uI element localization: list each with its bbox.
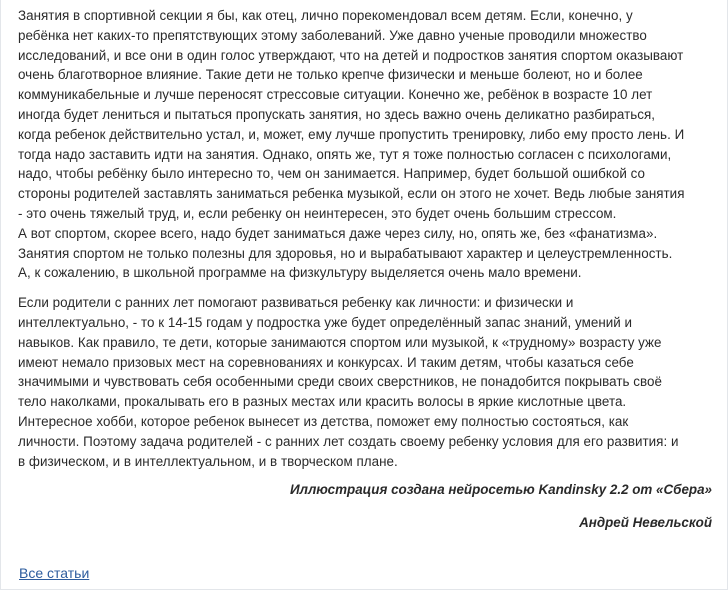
all-articles-link[interactable]: Все статьи [19,565,90,581]
article-paragraph-1: Занятия в спортивной секции я бы, как отец, лично порекомендовал всем детям. Если, конечно, у ребёнка нет каких-то препятствующих этому заболеваний. Уже давно ученые проводили множество исследований, и все они в один голос утверждают, что на детей и подростков занятия спортом оказывают очень благотворное влияние. Такие дети не только крепче физически и меньше болеют, но и более коммуникабельные и лучше переносят стрессовые ситуации. Конечно же, ребёнок в возрасте 10 лет иногда будет лениться и пытаться пропускать занятия, но здесь важно очень деликатно разбираться, когда ребенок действительно устал, и, может, ему лучше пропустить тренировку, либо ему просто лень. И тогда надо заставить идти на занятия. Однако, опять же, тут я тоже полностью согласен с психологами, надо, чтобы ребёнку было интересно то, чем он занимается. Например, будет большой ошибкой со стороны родителей заставлять заниматься ребенка музыкой, если он этого не хочет. Ведь любые занятия - это очень тяжелый труд, и, если ребенку он неинтересен, это будет очень большим стрессом. А вот спортом, скорее всего, надо будет заниматься даже через силу, но, опять же, без «фанатизма». Занятия спортом не только полезны для здоровья, но и вырабатывают характер и целеустремленность. А, к сожалению, в школьной программе на физкультуру выделяется очень мало времени. [18,8,685,281]
illustration-credit: Иллюстрация создана нейросетью Kandinsky 2.2 от «Сбера» [289,482,712,498]
article-paragraph-2: Если родители с ранних лет помогают развиваться ребенку как личности: и физически и интеллектуально, - то к 14-15 годам у подростка уже будет определённый запас знаний, умений и навыков. Как правило, те дети, которые занимаются спортом или музыкой, к «трудному» возрасту уже имеют немало призовых мест на соревнованиях и конкурсах. И таким детям, чтобы казаться себе значимыми и чувствовать себя особенными среди своих сверстников, не понадобится покрывать своё тело наколками, прокалывать его в разных местах или красить волосы в яркие кислотные цвета. Интересное хобби, которое ребенок вынесет из детства, поможет ему полностью состояться, как личности. Поэтому задача родителей - с ранних лет создать своему ребенку условия для его развития: и в физическом, и в интеллектуальном, и в творческом плане. [18,295,679,469]
article-body [18,6,718,533]
article-author: Андрей Невельской [579,515,712,531]
